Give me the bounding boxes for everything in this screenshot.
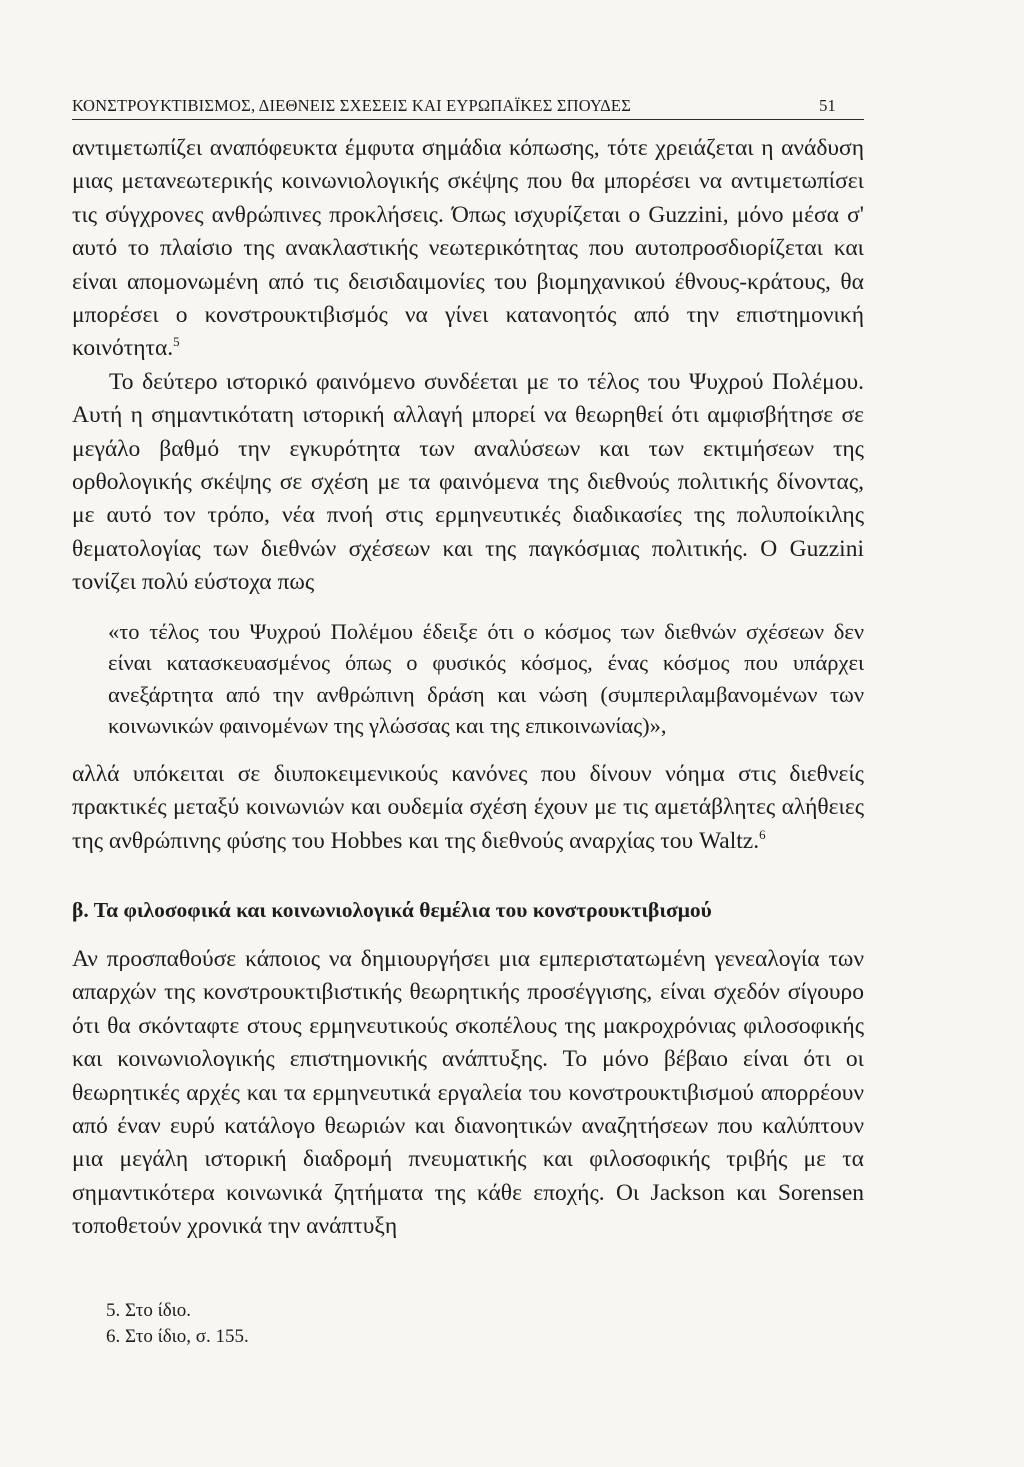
- paragraph-3: [72, 758, 864, 858]
- footnote-6: 6. Στο ίδιο, σ. 155.: [106, 1325, 249, 1347]
- footnotes: [106, 1298, 864, 1350]
- block-quote: «το τέλος του Ψυχρού Πολέμου έδειξε ότι ο κόσμος των διεθνών σχέσεων δεν είναι κατασκευασμένος όπως ο φυσικός κόσμος, ένας κόσμος που υπάρχει ανεξάρτητα από την ανθρώπινη δράση και νώση (συμπεριλαμβανομένων των κοινωνικών φαινομένων της γλώσσας και της επικοινωνίας)»,: [108, 618, 864, 739]
- paragraph-2: Το δεύτερο ιστορικό φαινόμενο συνδέεται με το τέλος του Ψυχρού Πολέμου. Αυτή η σημαντικότατη ιστορική αλλαγή μπορεί να θεωρηθεί ότι αμφισβήτησε σε μεγάλο βαθμό την εγκυρότητα των αναλύσεων και των εκτιμήσεων της ορθολογικής σκέψης σε σχέση με τα φαινόμενα της διεθνούς πολιτικής δίνοντας, με αυτό τον τρόπο, νέα πνοή στις ερμηνευτικές διαδικασίες της πολυποίκιλης θεματολογίας των διεθνών σχέσεων και της παγκόσμιας πολιτικής. Ο Guzzini τονίζει πολύ εύστοχα πως: [72, 368, 864, 596]
- footnote-ref-5[interactable]: 5: [173, 334, 180, 350]
- paragraph-4: Αν προσπαθούσε κάποιος να δημιουργήσει μια εμπεριστατωμένη γενεαλογία των απαρχών της κονστρουκτιβιστικής θεωρητικής προσέγγισης, είναι σχεδόν σίγουρο ότι θα σκόνταφτε στους ερμηνευτικούς σκοπέλους της μακροχρόνιας φιλοσοφικής και κοινωνιολογικής επιστημονικής ανάπτυξης. Το μόνο βέβαιο είναι ότι οι θεωρητικές αρχές και τα ερμηνευτικά εργαλεία του κονστρουκτιβισμού απορρέουν από έναν ευρύ κατάλογο θεωριών και διανοητικών αναζητήσεων που καλύπτουν μια μεγάλη ιστορική διαδρομή πνευματικής και φιλοσοφικής τριβής με τα σημαντικότερα κοινωνικά ζητήματα της κάθε εποχής. Οι Jackson και Sorensen τοποθετούν χρονικά την ανάπτυξη: [72, 945, 864, 1240]
- running-title: ΚΟΝΣΤΡΟΥΚΤΙΒΙΣΜΟΣ, ΔΙΕΘΝΕΙΣ ΣΧΕΣΕΙΣ ΚΑΙ ΕΥΡΩΠΑΪΚΕΣ ΣΠΟΥΔΕΣ: [72, 96, 631, 115]
- paragraph-1: [72, 132, 864, 366]
- paragraph-1-text: αντιμετωπίζει αναπόφευκτα έμφυτα σημάδια κόπωσης, τότε χρειάζεται η ανάδυση μιας μετανεωτερικής κοινωνιολογικής σκέψης που θα μπορέσει να αντιμετωπίσει τις σύγχρονες ανθρώπινες προκλήσεις. Όπως ισχυρίζεται ο Guzzini, μόνο μέσα σ' αυτό το πλαίσιο της ανακλαστικής νεωτερικότητας που αυτοπροσδιορίζεται και είναι απομονωμένη από τις δεισιδαιμονίες του βιομηχανικού έθνους-κράτους, θα μπορέσει ο κονστρουκτιβισμός να γίνει κατανοητός από την επιστημονική κοινότητα.: [72, 135, 864, 362]
- footnote-5: 5. Στο ίδιο.: [106, 1299, 192, 1321]
- page-number: 51: [819, 96, 836, 115]
- paragraph-3-text: αλλά υπόκειται σε διυποκειμενικούς κανόνες που δίνουν νόημα στις διεθνείς πρακτικές μεταξύ κοινωνιών και ουδεμία σχέση έχουν με τις αμετάβλητες αλήθειες της ανθρώπινης φύσης του Hobbes και της διεθνούς αναρχίας του Waltz.: [72, 760, 864, 854]
- footnote-ref-6[interactable]: 6: [759, 826, 766, 842]
- book-page: [72, 96, 864, 1350]
- section-heading: β. Τα φιλοσοφικά και κοινωνιολογικά θεμέλια του κονστρουκτιβισμού: [72, 897, 712, 922]
- running-header: [72, 96, 864, 120]
